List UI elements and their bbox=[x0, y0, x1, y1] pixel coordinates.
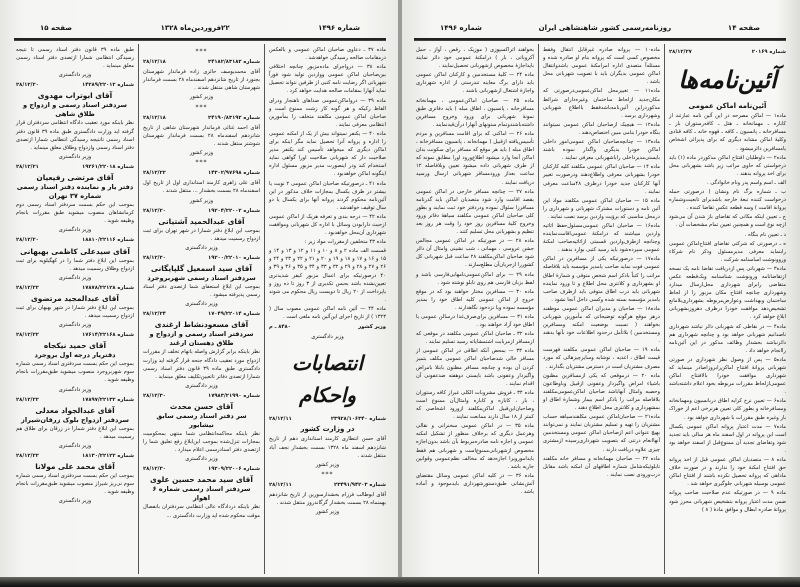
newspaper-title: روزنامه‌رسمی کشور شاهنشاهی ایران bbox=[538, 24, 672, 32]
person-title: سردفتر اسناد رسمی شماره ۶ اهواز bbox=[152, 485, 251, 503]
signature: وزیر دادگستری bbox=[58, 227, 92, 234]
person-title: دفتریار درجه اول بروجرد bbox=[34, 351, 116, 360]
reference-line: شماره ۲۰۱۶۹ ۲۸/۱۲/۲۷ bbox=[669, 49, 786, 55]
paragraph: آقای محمدیوسف حائری زاده فرماندار شهرستان بجنورد از تاریخ شانزدهم اسفندماه ۲۸ بسمت فرماندار شهرستان شاهی منتقل شدند . bbox=[143, 69, 260, 92]
paragraph: بموجب این ابلاغ دفتر شمارا در شهر بهبهان برای ثبت ازدواج رسمیت میدهد . bbox=[16, 304, 134, 319]
issue-number: شماره ۱۴۹۶ bbox=[318, 24, 360, 32]
signature: وزیر کشور bbox=[315, 509, 340, 516]
paragraph: ماده ۲۶ — اماکنی که برای اقامت مسافرین و مردم تأسیس‌یافته ازقبیل ( مهمانخانه ، پانسیون مسافرخانه ، اطاق مبله ) باید هر موقع که مسافر برای سکونت بدان اماکن آنجا وارد میشود اطلاع‌ورود اورا مطابق نمونه که از طرف شهربانی داده میشود تعیین وبلافاصله ۱۲ ساعت بعداز ورودمسافر شهربانی ارسال ورسید دریافت نمایند . bbox=[416, 130, 534, 186]
signature: وزیر کشور bbox=[189, 94, 214, 101]
reference-line: شماره ۱۷۰۴۹/۲۲۰۱۴ ۲۸/۱۲/۲۴ bbox=[143, 311, 260, 318]
paragraph: ماده ۴۳ متخلفین ازمقررات مواد زیر : bbox=[304, 239, 386, 246]
signature: وزیر دادگستری bbox=[58, 498, 92, 505]
signature: وزیر دادگستری bbox=[185, 301, 218, 308]
paragraph: ماده ۱۴ — صاحبان اماکن عمومی مکلفند کلیه کارکنان خودرا بشهربانی معرفی واطلاع‌دهند ودرصورت تغییر آنها کارکنان جدید خودرا درظرف ۴۸ساعت معرفی نمایند . bbox=[543, 164, 660, 195]
signature: وزیر کشور bbox=[315, 461, 340, 468]
signature: وزیر دادگستری bbox=[58, 322, 92, 329]
paragraph: ماده ۴۲ — درجه بندی و تعرفه هریک از اماکن عمومی ازحیث دارابودن وسائل با اداره کل شهربانی وموافقت شهرداری آن‌محل خواهدبود . bbox=[269, 213, 386, 237]
signature: وزیر دادگستری bbox=[311, 334, 344, 341]
paragraph: بموجب این ابلاغ دفتر شمارا در شهر تهران برای ثبت ازدواج رسمیت میدهد . bbox=[143, 227, 260, 242]
signature: وزیر دادگستری bbox=[58, 72, 92, 79]
header-rule bbox=[414, 38, 786, 41]
paragraph: بموجب این ابلاغ دفتر شمارا در زرقان برای طلاق هم رسمیت میدهد . bbox=[16, 425, 134, 440]
paragraph: ماده ۲۰ — درموقعی که یکی ازمسافرین مظنون باشیاء امراض واگیردار وعفونی ازقبیل وباوطاعون وحصبه وامثال آنهاباشد صاحبان اماکن‌عمومی‌مکلفند بلافاصله مراتب را باذکر اسم بیمار وشمارهٔ اطاق او بمشهرداری و کلانتری محل اطلاع دهند . bbox=[543, 372, 660, 412]
paragraph: ماده۴ — در نقاطی که شهربانی دائر نباشد شهرداری ناصدانیم شهربانی خواهد بود و چنانچه شهرداری هم دائرنباشد بخشدار وظائف مذکور در این آئین‌نامه راانجام خواهد داد . bbox=[669, 323, 786, 354]
signature: وزیر دادگستری bbox=[58, 153, 92, 160]
paragraph: ماده۲ — داوطلبان افتتاح اماکن مذکوردر ماده (۱) باید درخواستی که حاوی مراتب زیر باشد بشهربانی محل برای اخذ پروانه بدهند . bbox=[669, 154, 786, 177]
paragraph: ه ـ درصورتی که شرکتی تقاضای افتتاح‌اماکن عمومی رابنماید معرفی مدیرمسئول وذکر نام شرکاء وروونوشت اساسنامه شرکت . bbox=[669, 240, 786, 263]
header-rule bbox=[14, 38, 386, 41]
paragraph: ماده ۳۹ — درواماکن‌عمومی صداهای ناهنجار ودرای الفاظ رکیکه و هر گونه‌ کار زشت ممنوع است و صاحبان اماکن عمومی مکلفند متخلف را بمأمورین انتظامی معرفی نمایند . bbox=[269, 97, 386, 128]
paragraph: ماده ۳۱ — مسافرین برای‌صرف‌غذا درسالن عمومی یا اطاق خود آزاد خواهند بود . bbox=[416, 314, 534, 329]
paragraph: ماده ۴۴ — آئین نامه اماکن عمومی مصوب سال ( ۱۳۲۳ ) از تاریخ اجرای این‌آئین نامه ملغی است . bbox=[269, 305, 386, 320]
ministry-heading: در وزارت کشور bbox=[300, 425, 355, 434]
person-name: آقای محمد علی مولانا bbox=[35, 462, 115, 472]
reference-line: شماره ۱۸۸۱۰/۲۲۱۱۶ ۲۸/۱۲/۲۰ bbox=[16, 237, 134, 244]
page-number: صفحه ۱۴ bbox=[727, 24, 760, 32]
paragraph: ب ـ شماره برگ نام ونشان ( درصورتی‌ حمله درخواست کننده تبعهٔ خارجه باشدبرای تابعیت‌وشماره پروانهٔ اقامت ) وسه قطعه عکس تقاضا کننده . bbox=[669, 189, 786, 212]
signature: وزیر کشور bbox=[189, 197, 214, 204]
paragraph: بموجب این حکم بسمت سردفتری اسناد رسمی شماره سوم نی‌ریز شیراز منصوب میشوید طبق‌مقررات بانجام وظیفه شوید . bbox=[16, 473, 134, 496]
right-page-columns bbox=[410, 44, 790, 574]
column-regulations-continued bbox=[264, 44, 390, 574]
paragraph: ماده ۳۷ ـ دعاوی صاحبان اماکن عمومی و بالعکس درمقامات صالحه رسیدگی خواهدشد . bbox=[269, 47, 386, 62]
paragraph: بموجب این ابلاغ دفتر شما را در کهگیلویه برای ثبت ازدواج وطلاق رسمیت میدهد . bbox=[16, 257, 134, 272]
reference-line: شماره ۱۷۸۷۸/۲۲۱۲۸ ۲۸/۱۲/۲۲ bbox=[16, 284, 134, 291]
regulation-title: آئین‌نامه اماکن عمومی bbox=[688, 102, 767, 111]
paragraph: ماده۷ — مدت اعتبار پروانه اماکن عمومی یکسال است این پروانه در اول اسفند ماه هر سالی باید تجدید شود وتقاضای تجدید آن ممنوع‌قبل از اسفند خواهد بود . bbox=[669, 423, 786, 454]
person-name: آقای ابوتراب مهدوی bbox=[37, 91, 113, 101]
person-title: سردفتر اسناد رسمی و ازدواج و طلاق شاهی bbox=[23, 101, 127, 119]
person-title: سردفتر ازدواج بلوک زرقان‌شیراز bbox=[21, 415, 129, 424]
signature: وزیر دادگستری bbox=[58, 386, 92, 393]
paragraph: قسمت الف ماده ۲ و ۸ و ۱۰ و ۱۱ و ۱۲ و ۱۳ و ۱۴ و ۱۵ و ۱۶ و ۱۷ و ۱۸ و ۱۹ و ۲۰ و ۲۱ و ۲۲ و ۲۳ و ۲۴ و ۲۶ و ۲۷ و ۲۸ و ۲۹ و ۳۲ و ۳۳ و ۳۴ و ۳۵ و ۳۶ و ۳۹ و ۴۰ درصورتیکه برای اعمال مزبور کیفر شدیدتری تعیین‌نشده باشد بحبس تکدیری از ۳ روز تا ده روز و یاپرداخت از ۲۰ ریال تا دویست ریال محکوم می شوند . bbox=[269, 248, 386, 303]
column-regulations-end bbox=[412, 44, 538, 574]
reference-line: شماره ۲۴۱۹۰/۸۳۱۹۲ ۲۸/۱۲/۱۸ bbox=[143, 114, 260, 121]
paragraph: ماده۱۷ — درصورتیکه یکی از مسافرین در اماکن عمومی فوت نماید صاحب یامدیر مؤسسه باید بلافاصله مراتب را کتباً باذکر اسم شخص متوفی و شمارهٔ اطاق او بشهرداری و کلانتری محل اطلاع و تا ورود نماینده شهربانی باید درب اطاق متوفی باید ازطرف صاحب یامدیر مؤسسه بسته شده وکسی داخل آنجا نشود . bbox=[543, 256, 660, 303]
person-name: آقای سیدعلی کاظمی بهبهانی bbox=[20, 246, 130, 256]
person-title: سردفتر اسناد رسمی شهربروجرد bbox=[147, 274, 256, 283]
paragraph: آقای ابوطالب فرزام بخشدارسورین از تاریخ شانزدهم بهمنماه ۲۸ بسمت بخشدار گرگاندروز منتقل شدند . bbox=[269, 492, 386, 507]
paragraph: بموجب این ابلاغ استعفای شما ازتصدی دفتر اسناد رسمی پذیرفته میشود . bbox=[143, 284, 260, 299]
reference-line: شماره ۱۸۱۳۰/۲۲۱۲۲ ۲۸/۱۲/۲۲ bbox=[16, 453, 134, 459]
section-title-regulations: آئین‌نامه‌ها bbox=[678, 65, 777, 95]
paragraph: آقای حسن انتظاری کارمند استانداری دهم از تاریخ شانزدهم اسفند ماه ۱۳۲۸ بسمت بخشدار نجف آباد منتقل شدند . bbox=[269, 436, 386, 459]
paragraph: ماده۱۶ — صاحبان اماکن عمومی‌مسئول‌حفظ اثاثیه واردین میباشند که درامکنهٔ عمومی‌اقامت‌نماینده وچنانچه ازطرف‌واردین قسمتی ازاثاثیه‌صاحب امکنهٔ عمومی سپرده‌شود باید رسید کتبی بوارد بدهند . bbox=[543, 222, 660, 254]
page-gutter bbox=[398, 0, 402, 587]
paragraph: ماده۲۱ — صاحبان‌اماکن عمومی مکلفندسیاهه حساب مشتریان را تهیه و تسلیم مشتریان نمایند و نمی‌توانند بهیچ عنوانی اعم ازصاحبان اماکن عمومی ومستخدمین آنهاانعام‌ درتنی که بتصویب شهرداری‌رسیده ازمشتری چیزی علاوه دریافت دارند . bbox=[543, 414, 660, 453]
paragraph: ماده ۳۵ — در اماکن عمومی سخنرانی و نقالی وهرعمل دیگری که برخلاف منظور از تشکیل امکنه عمومی و اجازه نامه صادره‌مربوط بآن باشد بدون‌اجازه مخصوص ازشهربانی‌ممنوع‌است و شهربانی هم فقط بایدامورویرا اجازه‌دهد که مخالف نظم‌عمومی وقوانین جاریه باشد . bbox=[416, 423, 535, 470]
paragraph: ماده ۲۴ — کلیهٔ مستخدمین و کارکنان اماکن عمومی باید دارای برگ معاینه تندرستی از اداره شهرداری واجازهٔ اشتغال ازشهربانی باشند . bbox=[416, 72, 534, 95]
person-title: دفتر یار و نماینده دفتر اسناد رسمی شماره ۳۷ تهران bbox=[16, 183, 134, 201]
paragraph: ماده۱۱ — تغییرمحل اماکن‌عمومی‌درصورتی که مکان‌جدید ازلحاظ ساختمان وغیره‌دارای شرائط مذکوردراین آئین‌نامه‌باشدفقط بااطلاع شهربانی وشهرداری برسد . bbox=[543, 88, 660, 119]
paragraph: آقای علی زاهری کارمند استانداری اول از تاریخ اول اسفندماه ۲۸ بسمت بخشدار ... منتقل شدند . bbox=[143, 180, 260, 195]
paragraph: نظر باینکه برابر گزارش واصله باتهام تخلف از مقررات ازدواج مورد تعقیب دادگاه جنحه قرار گرفته اید وزارت دادگستری طبق ماده ۳۹ قانون دفتر اسناد رسمی شمارا ازتصدی دفاتر تاتعیین‌تکلیف معلق مینماید . bbox=[143, 349, 260, 380]
reference-line: شماره ۱۹۲۶۱/۲۲۰۱۸ ۲۸/۱۲/۲۱ bbox=[16, 163, 134, 170]
paragraph: ماده ۲۲ — صاحبان مهمانخانه و مسافر خانه مکلفند تابلوئیکه‌شامل شماره اطاقهای آن امکنه باشد مقابل درب‌ورودی نصب نمایند . bbox=[543, 455, 660, 478]
paragraph: ماده ۳۳ — بمحض آنکه اطاقی در اماکن عمومی از مسافر خالی شد‌صاحبان اماکن عمومی مکلف بتمیز کردن آن بوده و چنانچه مسافر مظنون بابتلا بامراض واگیردار وعفونی باشد بایستی دوهفته ضدعفونی آن اقدام نمایند . bbox=[416, 348, 534, 387]
left-page-columns bbox=[10, 44, 390, 574]
paragraph: ماده۱۰ — پروانه صادره غیرقابل انتقال وفقط مخصوص کسی است که پروانه بنام او صادره شده و مسئله‌آ متصدی اداره امرامکنهٔ عمومی باشدوانتقال اماکن عمومی بدیگران باید با تصویب شهربانی محل باشد . bbox=[543, 47, 660, 86]
person-name: آقای عبدالجواد معدلی bbox=[35, 405, 115, 415]
right-page bbox=[400, 0, 800, 587]
paragraph: ماده۱ — اماکن مصرحه در این آئین نامه عبارتند از کاباره ـ مهمانخانه ـ هتل ـ کافه‌رستوران بار ـ مسافرخانه ـ پانسیون ـ کافه ـ قهوه خانه ـ کافه قنادی وکلیهٔ اماکن مشابه دیگری که برای پذیرائی اشخاص یامسافرین دائرمیشود . bbox=[669, 113, 786, 152]
paragraph: ج ـ تعیین اینکه مکانی که تقاضای باز شدن آن می‌شود ازچه نوع است و همچنین تعیین تمام مشخصات آن . bbox=[669, 214, 786, 229]
reference-line: شماره ۱۹۲۰۴/۲۲۰۰۲ ۲۸/۱۲/۲۰ bbox=[143, 207, 260, 214]
person-name: آقای عبدالحمید آشتیانی bbox=[158, 216, 245, 226]
reference-line: شماره ۱۹۲۰۰/۲۲۰۱۰ ۲۸/۱۲/۲۰ bbox=[143, 254, 260, 261]
scan-edge-shadow bbox=[0, 577, 800, 587]
paragraph: ماده ۳۶ — در کلیه اماکن عمومی وسائل مقتضای آتش‌نشانی طبق‌دستورشهرداری بایدموجود و آماده باشد . bbox=[416, 472, 534, 495]
person-title: سر دفتر اسناد رسمی سابق نیشابور bbox=[156, 412, 247, 429]
paragraph: بخواهند اثراکسپوزی ( موزیک ، رقص ، آواز ، حمل آکروباتی ، بار ) درامکنهٔ عمومی خود دائر نمایند بایداجازهٔ مخصوص ازشهربانی تحصیل‌نمایند . bbox=[416, 47, 534, 70]
reference-line: شماره ۱۹۲۰۹/۲۲۰۰۶ ۲۸/۱۲/۳۰ bbox=[143, 466, 260, 473]
paragraph: طبق ماده ۳۹ قانون دفتر اسناد رسمی تا نتیجه رسیدگی انتظامی شمارا ازتصدی دفتر اسناد رسمی معلق مینماید . bbox=[16, 47, 134, 70]
separator-stars: *** bbox=[195, 103, 208, 111]
person-name: آقای مسعودنشاط ارغندی bbox=[154, 320, 249, 330]
section-title-appointments: انتصابات واحکام bbox=[291, 351, 364, 408]
column-regulations-start bbox=[664, 44, 790, 574]
reference-line: شماره ۲۴۱۸۲/۸۳۱۸۲ ۲۸/۱۲/۱۸ bbox=[143, 59, 260, 66]
reference-line: شماره ۱۴۲۸۹/۲۲۰۱۲ ۲۸/۱۲/۲۰ bbox=[16, 82, 134, 89]
signature: وزیر دادگستری bbox=[58, 274, 92, 281]
right-page-header bbox=[410, 22, 790, 34]
separator-stars: *** bbox=[195, 159, 208, 167]
separator-stars: *** bbox=[195, 48, 208, 55]
paragraph: ماده ۱۵ — صاحبان اماکن عمومی مکلفند مواد این آئین نامه و دستورات مشترک شهربانی و شهرداری را درمحل مناسبی که برؤیت واردین برسد نصب نمایند . bbox=[543, 197, 660, 220]
person-name: آقای حمید نیکجاه bbox=[43, 341, 107, 351]
paragraph: ماده ۸ — متصدیان اماکن عمومی قبل از اخذ پروانه حق افتتاح امکنهٔ خود را ندارند و در صورت خلاف ماداهی که پروانه تحصیل نکرده باشند از افتتاح اماکن عمومی بوسیله شهربانی جلوگیری خواهد شد . bbox=[669, 457, 786, 488]
reference-line: شماره ۱۷۹۸۳/۲۱۹۹۰ ۲۸/۱۲/۳۰ bbox=[143, 392, 260, 399]
paragraph: ماده ۱۹ — صاحبان اماکن عمومی مکلفند فهرست قیمت اطاق ، اغذیه ، نوشابه وسایرچیزهائی که مورد مصرف مشتریان است در دسترس مشتریان بگذارند . bbox=[543, 347, 660, 370]
paragraph: ماده ۴۱ ـ درصورتیکه صاحبان اماکن عمومی ۲ نوبت یا بیشتر در ظرف یکسال بمجازات خلاف مذکور در این آئین‌نامه محکوم گردند پروانه آنها برای یکسال یا دو سال توقیف خواهدشد . bbox=[269, 180, 386, 211]
column-notary-appointments bbox=[12, 44, 138, 574]
paragraph: ماده ۳۴ ـ فروش مشروبات الکلی غیراز کافه رستوران ، بار ، کاباره و کاباره وامثال‌آن ممنوع است وصاحبان‌این‌قبیل اماکن‌مکلفند ازورود اشخاصی که کمتر از ۱۸ سال دارند ممانعت نمایند . bbox=[416, 389, 534, 421]
paragraph: ماده ۲۷ — چنانچه مسافر خارجی در اماکن عمومی بقصد اقامت وارد شود متصدیان اماکن باید گذرنامه مسافرزا سئوال نموده ودردفتر خود ثبت نمایند و بطور کلی صاحبان اماکن عمومی مکلفند سیاههٔ دفاتر ورود وخروج کلیهٔ مسافرین روز خود را وقت هر روز بعد تنظیم و بشهربانی محل تسلیم کنند . bbox=[416, 188, 534, 236]
paragraph: ماده ۳۸ — درواجرای ماده‌مزبور چنانچه اختلافی بین‌صاحبان اماکن عمومی ووارد‌ین تولید شود فوراً شهربانی اگر رضایت نامه کتبی از طرفین نتواند تحصیل نماید آنهارا بمقامات صالحه هدایت خواهد کرد . bbox=[269, 64, 386, 95]
paragraph: ماده ۹ — در صورتیکه عدم صلاحیت صاحب پروانه ضمن مدت اعتبار پروانه بتشخیص شهربانی محرز شود پروانهٔ صادره ابطال و موافق مادهٔ ( ۸ ) bbox=[669, 490, 786, 513]
person-name: آقای سید محمد حسین علوی bbox=[150, 475, 253, 485]
issue-date: ۲۲فروردین‌ماه ۱۳۲۸ bbox=[160, 24, 230, 32]
paragraph: ماده ۲۸ — در صورتیکه در اماکن عمومی مجالس جشن عروسی ، مهمانی ، شب نشینی وامثال آن دائر شود صاحبان اماکن‌مکلفند ۲۸ ساعت قبل شهربانی کل کشوررا ازجریان‌آن مطلع‌سازند . bbox=[416, 238, 534, 269]
paragraph: نظر باینکه محاکمه‌انتظامی شما منتهی بمحکومیت بمجازات تنزل‌شده بموجب این‌ابلاغ رفع تعلیق شما را ازتصدی دفتر اسنادرسمی اعلام میدارد . bbox=[143, 431, 260, 454]
paragraph: ماده۱۳ — چنانچه‌صاحبان اماکن عمومی‌امور داخلی اماکن خودرا بدیگری واگذار نموده باشند بایستی‌مدیرداخلی راباشهربانی معرفی نمایند . bbox=[543, 139, 660, 162]
paragraph: نظر باینکه مورد تعقیب دادگاه انتظامی سردفتران قرار گرفته اید وزارت دادگستری طبق ماده ۳۹ قانون دفتر اسناد رسمی تانتیجه رسیدگی انتظامی شمارا ازتصدی دفتر اسناد رسمی وازدواج وطلاق معلق مینماید . bbox=[16, 120, 134, 151]
reference-line: شماره ۱۷۶۱۴/۲۲۱۶۸ ۲۸/۱۲/۲۲ bbox=[16, 332, 134, 339]
reference-line: شماره ۲۳۴۹۱/۹۴۲۰۳ ۲۸/۱۲/۱۱ bbox=[269, 481, 386, 488]
paragraph: ماده۵ — پس از وصول نظر شهرداری در صورتی شهربانی پروانهٔ افتتاح اماکن‌رابروزاصادر مینماید که شهرداری موافقت خودرا بالافتتاح اماکن عمومی‌ازلحاظ مقررات مربوطه بخود اعلام داشته‌باشد . bbox=[669, 356, 786, 396]
signature-row: وزیر کشور ۸۴۸۰ ـ م bbox=[269, 324, 386, 331]
paragraph: ماده۳ — شهربانی پس ازدریافت تقاضا نامه یک نسخه ازتقاضانامه ورونوشت شناسنامه وبک‌قطعه عکس متقاضی رابرای شهرداری محل‌ارسال میدارد وشهرداری چنانچه افتتاح مکان مزبور را از لحاظ ساختمان وبهداشت وعوارض‌مربوطه بشهرداری‌بلامانع تشخیص‌دهد موافقت خودرا درظرف دهروزبشهربانی ابلاغ خواهد کرد . bbox=[669, 265, 786, 321]
paragraph: نظر باینکه دردادگاه عالی انتظامی سردفتران بانفصال موقت محکوم شده اید وزارت دادگستری ... bbox=[143, 504, 260, 519]
issue-number: شماره ۱۴۹۶ bbox=[440, 24, 482, 32]
signature: وزیر دادگستری bbox=[185, 382, 218, 389]
separator-stars: *** bbox=[321, 470, 334, 478]
left-page-header bbox=[10, 22, 390, 34]
paragraph: ماده ۲۹ — برای اماکن‌عمومی‌نامهایی‌فارسی باشد و لفظ بزبان فارسی هم روی تابلو نوشته شود . bbox=[416, 271, 534, 286]
paragraph: ماده۱۸ — صاحبان و مدیران اماکن عمومی موظفند درهر موقع هرگونه توضیحاتی که مأمورین شهربانی بخواهند ( نسبت بوضعیت امکنه ومسافرین ومستخدمین ) بلاتأمل درحدود اطلاعات خود بآنها بدهند . bbox=[543, 305, 660, 345]
reference-line: شماره ۱۷۸۹۷/۲۲۱۳۲ ۲۸/۱۲/۲۲ bbox=[16, 396, 134, 403]
signature: وزیر دادگستری bbox=[185, 244, 218, 251]
column-appointments bbox=[138, 44, 264, 574]
page-number: صفحه ۱۵ bbox=[40, 24, 73, 32]
paragraph: بموجب این حکم بسمت سردفتر اسناد رسمی دوم کرمانشاهان منصوب میشوید طبق مقررات بانجام وظیفه شوید . bbox=[16, 202, 134, 225]
paragraph: ماده ۴۰ — یکنفر نمیتواند بیش از یک از امکنه عمومی را اداره و پروانه آنرا تحصیل نماید مگر اینکه برای اماکن دیگری که میخواهد تأسیس کند یکنفر مدیر صلاحیت دار که شهربانی صلاحیت اورا گواهی نماید استخدام کند ودر اینصورت مدیر مزبور مسئول اداره اینگونه اماکن خواهدبود . bbox=[269, 130, 386, 178]
paragraph: د ـ تعیین نام بنگاه . bbox=[744, 231, 786, 238]
person-name: آقای مرتضی رفیعیان bbox=[36, 173, 114, 183]
paragraph: الف ـ اسم واسم پدر ونام خانوادگی . bbox=[707, 179, 786, 186]
paragraph: ماده۱۲ — هیچیک ازصاحبان اماکن عمومی نمیتوانند بنگاه خودرا بنامی مبین اختصاص‌دهند . bbox=[543, 121, 660, 136]
paragraph: بموجب این حکم بسمت سردفتری اسناد رسمی شماره سوم شهربروجرد منصوب میشوید طبق‌مقررات بانجام وظیفه شوید . bbox=[16, 361, 134, 384]
signature: وزیر کشور bbox=[189, 150, 214, 157]
person-name: آقای عبدالمجید مرتضوی bbox=[31, 293, 119, 303]
paragraph: آقای احمد غنائی فرماندار شهرستان شاهی از تاریخ شانزدهم اسفندماه ۲۸ بسمت فرماندار شهرستان شوشتر منتقل شدند . bbox=[143, 124, 261, 147]
person-name: آقای حسن محدث bbox=[169, 402, 234, 411]
person-title: سردفتر اسناد رسمی و ازدواج و طلاق دهستان ارغند bbox=[149, 330, 254, 348]
reference-line: شماره ۱۴۳۰۲/۹۷۶۹۸ ۲۸/۱۲/۲۲ bbox=[143, 170, 260, 177]
paragraph: ماده۶ — تعیین نرخ کرایه اطاق دربانسیون ومهمانخانه ومسافرخانه و بطور کلی تعیین هرنرخی اعم از خوراک بار وغیره طبق مقررات با شهرداری خواهد بود . bbox=[669, 398, 786, 421]
reference-line: شماره ۲۳۹۲۸/۱۰۶۳۴۰ ۲۸/۱۲/۱۱ bbox=[269, 416, 386, 423]
column-regulations-middle bbox=[538, 44, 664, 574]
person-name: آقای سید اسمعیل گلپایگانی bbox=[151, 264, 252, 274]
signature: وزیر دادگستری bbox=[58, 442, 92, 449]
paragraph: ماده ۳۲ ـ صاحبان اماکن عمومی مکلفند در موقعی که ازمسافر ازمربابت اشتمشایاته رسید تسلیم نمایند . bbox=[416, 331, 534, 346]
paragraph: ماده ۳۰ — مسافرین مختار خواهند بود که در موقع خروج از اماکن عمومی کلیه اطاق خود را بمدیر مؤسسه نموده ویا نزدخود نگاهدارند . bbox=[416, 288, 534, 311]
signature: وزیر دادگستری bbox=[185, 456, 218, 463]
paragraph: ماده ۲۵ — صاحبان اماکن‌عمومی ، مهمانخانه مسافرخانه ، پانسیون ، اطاق مبله ) باید دفاتری طبق نمونهٔ شهربانی برای ورود وخروج مسافرین داشته‌باشندوتمام ستونهای آنهارا درآن‌قیدنمایند . bbox=[416, 97, 534, 128]
